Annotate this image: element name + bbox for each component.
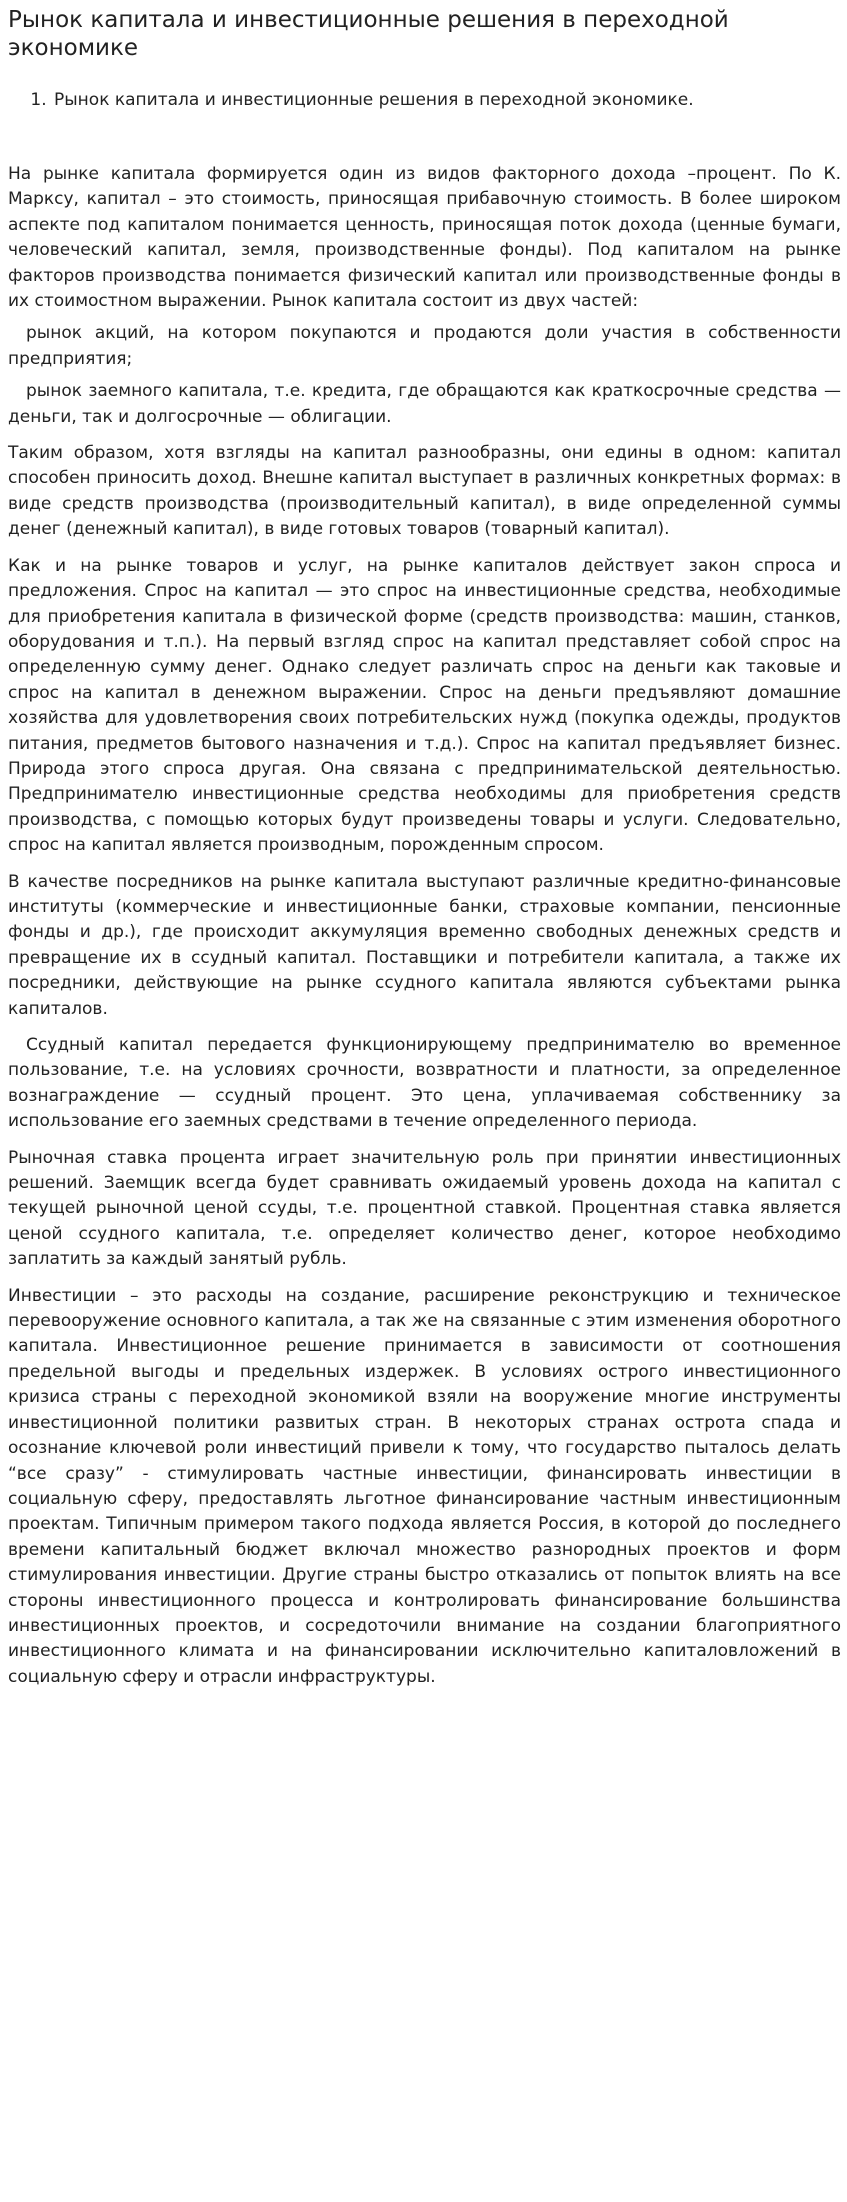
paragraph: Рыночная ставка процента играет значительную роль при принятии инвестиционных решений. Заемщик всегда будет сравнивать ожидаемый уровень дохода на капитал с текущей рыночной ценой ссуды, т.е. процентной ставкой. Процентная ставка является ценой ссудного капитала, т.е. определяет количество денег, которое необходимо заплатить за каждый занятый рубль. bbox=[8, 1147, 841, 1270]
paragraph: На рынке капитала формируется один из видов факторного дохода –процент. По К. Марксу, капитал – это стоимость, приносящая прибавочную стоимость. В более широком аспекте под капиталом понимается ценность, приносящая поток дохода (ценные бумаги, человеческий капитал, земля, производственные фонды). Под капиталом на рынке факторов производства понимается физический капитал или производственные фонды в их стоимостном выражении. Рынок капитала состоит из двух частей: bbox=[8, 164, 841, 312]
paragraph: В качестве посредников на рынке капитала выступают различные кредитно-финансовые институты (коммерческие и инвестиционные банки, страховые компании, пенсионные фонды и др.), где происходит аккумуляция временно свободных денежных средств и превращение их в ссудный капитал. Поставщики и потребители капитала, а также их посредники, действующие на рынке ссудного капитала являются субъектами рынка капиталов. bbox=[8, 871, 841, 1019]
article-body bbox=[8, 162, 841, 1690]
paragraph: Ссудный капитал передается функционирующему предпринимателю во временное пользование, т.е. на условиях срочности, возвратности и платности, за определенное вознаграждение — ссудный процент. Это цена, уплачиваемая собственнику за использование его заемных средствами в течение определенного периода. bbox=[8, 1035, 841, 1132]
list-item: рынок заемного капитала, т.е. кредита, где обращаются как краткосрочные средства — деньги, так и долгосрочные — облигации. bbox=[8, 381, 841, 427]
paragraph: Как и на рынке товаров и услуг, на рынке капиталов действует закон спроса и предложения. Спрос на капитал — это спрос на инвестиционные средства, необходимые для приобретения капитала в физической форме (средств производства: машин, станков, оборудования и т.п.). На первый взгляд спрос на капитал представляет собой спрос на определенную сумму денег. Однако следует различать спрос на деньги как таковые и спрос на капитал в денежном выражении. Спрос на деньги предъявляют домашние хозяйства для удовлетворения своих потребительских нужд (покупка одежды, продуктов питания, предметов бытового назначения и т.д.). Спрос на капитал предъявляет бизнес. Природа этого спроса другая. Она связана с предпринимательской деятельностью. Предпринимателю инвестиционные средства необходимы для приобретения средств производства, с помощью которых будут произведены товары и услуги. Следовательно, спрос на капитал является производным, порожденным спросом. bbox=[8, 555, 841, 856]
page-title: Рынок капитала и инвестиционные решения в переходной экономике bbox=[8, 7, 729, 61]
paragraph: Таким образом, хотя взгляды на капитал разнообразны, они едины в одном: капитал способен приносить доход. Внешне капитал выступает в различных конкретных формах: в виде средств производства (производительный капитал), в виде определенной суммы денег (денежный капитал), в виде готовых товаров (товарный капитал). bbox=[8, 443, 841, 540]
list-item: рынок акций, на котором покупаются и продаются доли участия в собственности предприятия; bbox=[8, 323, 841, 369]
toc-item[interactable]: 1. Рынок капитала и инвестиционные решения в переходной экономике. bbox=[52, 88, 841, 112]
paragraph: Инвестиции – это расходы на создание, расширение реконструкцию и техническое перевооружение основного капитала, а так же на связанные с этим изменения оборотного капитала. Инвестиционное решение принимается в зависимости от соотношения предельной выгоды и предельных издержек. В условиях острого инвестиционного кризиса страны с переходной экономикой взяли на вооружение многие инструменты инвестиционной политики развитых стран. В некоторых странах острота спада и осознание ключевой роли инвестиций привели к тому, что государство пыталось делать “все сразу” - стимулировать частные инвестиции, финансировать инвестиции в социальную сферу, предоставлять льготное финансирование частным инвестиционным проектам. Типичным примером такого подхода является Россия, в которой до последнего времени капитальный бюджет включал множество разнородных проектов и форм стимулирования инвестиции. Другие страны быстро отказались от попыток влиять на все стороны инвестиционного процесса и контролировать финансирование большинства инвестиционных проектов, и сосредоточили внимание на создании благоприятного инвестиционного климата и на финансировании исключительно капиталовложений в социальную сферу и отрасли инфраструктуры. bbox=[8, 1285, 841, 1687]
table-of-contents bbox=[8, 88, 841, 112]
